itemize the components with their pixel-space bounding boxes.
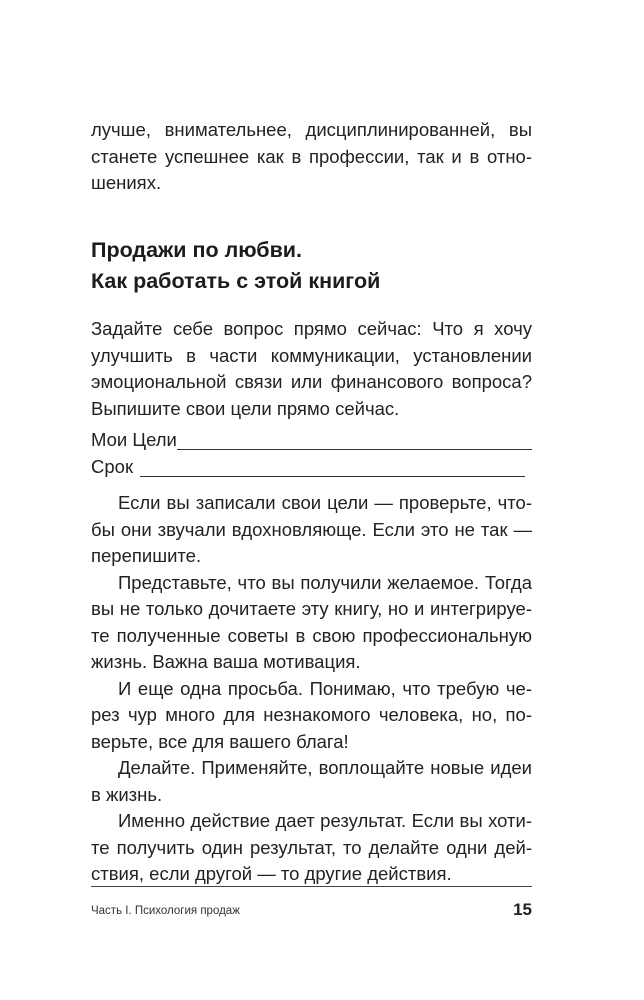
- text-line: Именно действие дает результат. Если вы хоти-: [118, 810, 532, 831]
- text-line: И еще одна просьба. Понимаю, что требую че-: [118, 677, 532, 699]
- section-heading: [91, 235, 532, 297]
- goals-row: [91, 427, 177, 454]
- footer-section-title: Часть I. Психология продаж: [91, 905, 240, 917]
- paragraph: [91, 676, 532, 756]
- text-line: жизнь. Важна ваша мотивация.: [91, 651, 361, 672]
- text-line: в жизнь.: [91, 783, 163, 805]
- text-line: те получить один результат, то делайте одни дей-: [91, 836, 532, 858]
- text-line: перепишите.: [91, 545, 202, 566]
- text-line: рез чур много для незнакомого человека, но, по-: [91, 704, 532, 725]
- deadline-label: Срок: [91, 456, 134, 477]
- text-line: вы не только дочитаете эту книгу, но и интегрируе-: [91, 598, 532, 619]
- deadline-row: [91, 454, 133, 481]
- heading-line-2: Как работать с этой книгой: [91, 269, 381, 293]
- heading-line-1: Продажи по любви.: [91, 238, 302, 262]
- paragraph: [91, 808, 532, 888]
- text-line: улучшить в части коммуникации, установлении: [91, 344, 532, 366]
- text-line: Выпишите свои цели прямо сейчас.: [91, 397, 400, 419]
- goals-label: Мои Цели: [91, 429, 177, 450]
- text-line: шениях.: [91, 172, 162, 193]
- text-line: лучше, внимательнее, дисциплинированней, вы: [91, 119, 532, 140]
- text-line: Делайте. Применяйте, воплощайте новые идеи: [118, 757, 532, 778]
- paragraph: [91, 570, 532, 676]
- footer-divider: [91, 886, 532, 887]
- body-paragraphs: [91, 490, 532, 888]
- text-line: те полученные советы в свою профессиональную: [91, 624, 532, 646]
- deadline-blank-line: [140, 476, 525, 477]
- paragraph: [91, 490, 532, 570]
- text-line: ствия, если другой — то другие действия.: [91, 863, 452, 884]
- text-line: Представьте, что вы получили желаемое. Тогда: [118, 571, 532, 593]
- intro-paragraph: [91, 117, 532, 197]
- text-line: Задайте себе вопрос прямо сейчас: Что я хочу: [91, 318, 532, 339]
- question-paragraph: [91, 316, 532, 422]
- text-line: верьте, все для вашего блага!: [91, 730, 349, 752]
- text-line: Если вы записали свои цели — проверьте, что-: [118, 492, 532, 513]
- paragraph: [91, 755, 532, 808]
- text-line: бы они звучали вдохновляюще. Если это не так —: [91, 518, 532, 540]
- page-number: 15: [513, 900, 532, 919]
- text-line: станете успешнее как в профессии, так и в отно-: [91, 145, 532, 167]
- goals-blank-line: [177, 449, 532, 450]
- text-line: эмоциональной связи или финансового вопроса?: [91, 371, 532, 392]
